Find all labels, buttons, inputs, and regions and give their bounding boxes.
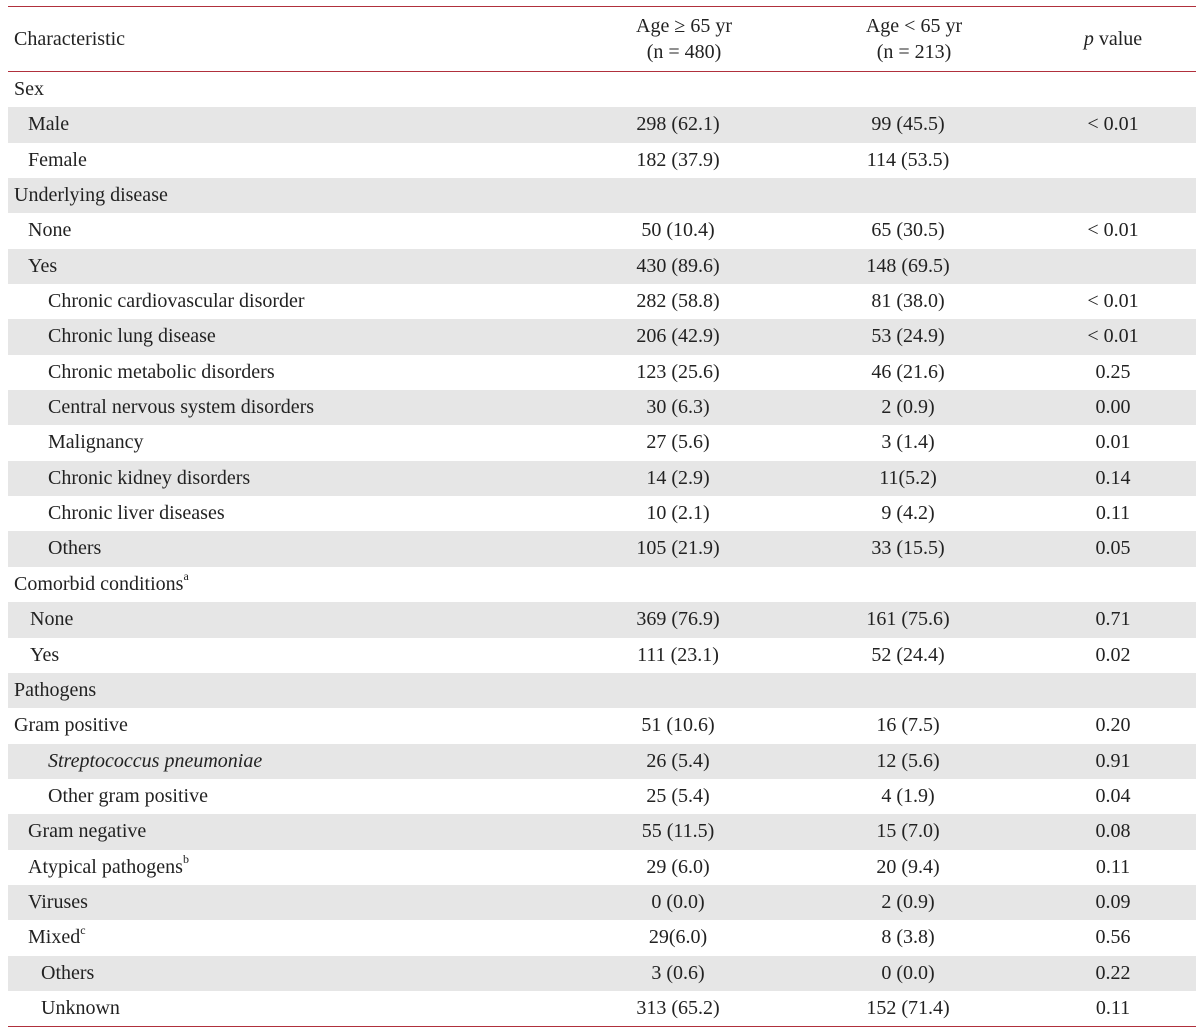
row-label: Streptococcus pneumoniae xyxy=(48,749,263,772)
cell-age-65-plus: 123 (25.6) xyxy=(636,360,720,383)
table-header xyxy=(8,7,1196,72)
cell-age-under-65: 16 (7.5) xyxy=(876,714,940,737)
cell-age-under-65: 46 (21.6) xyxy=(871,360,945,383)
row-label: Others xyxy=(48,537,102,560)
cell-age-65-plus: 206 (42.9) xyxy=(636,325,720,348)
cell-age-under-65: 2 (0.9) xyxy=(881,396,935,419)
row-label: Yes xyxy=(30,643,60,666)
cell-age-65-plus: 182 (37.9) xyxy=(636,148,720,171)
cell-age-under-65: 152 (71.4) xyxy=(866,996,950,1019)
table-row xyxy=(8,991,1196,1026)
table-row xyxy=(8,673,1196,708)
cell-p-value: 0.14 xyxy=(1095,466,1131,489)
cell-age-under-65: 0 (0.0) xyxy=(881,961,935,984)
table-row xyxy=(8,708,1196,743)
cell-age-under-65: 20 (9.4) xyxy=(876,855,940,878)
cell-p-value: 0.08 xyxy=(1095,820,1131,843)
row-label: Central nervous system disorders xyxy=(48,396,315,419)
cell-p-value: 0.02 xyxy=(1095,643,1131,666)
cell-age-under-65: 81 (38.0) xyxy=(871,290,945,313)
cell-age-65-plus: 0 (0.0) xyxy=(651,890,705,913)
table-row xyxy=(8,602,1196,637)
cell-p-value: 0.00 xyxy=(1095,396,1131,419)
cell-age-under-65: 33 (15.5) xyxy=(871,537,945,560)
cell-age-65-plus: 50 (10.4) xyxy=(641,219,715,242)
cell-age-65-plus: 14 (2.9) xyxy=(646,466,710,489)
cell-p-value: 0.11 xyxy=(1095,502,1131,525)
row-label: Sex xyxy=(14,78,44,100)
cell-p-value: 0.22 xyxy=(1095,961,1131,984)
table-row xyxy=(8,425,1196,460)
cell-age-under-65: 12 (5.6) xyxy=(876,749,940,772)
cell-age-under-65: 99 (45.5) xyxy=(871,113,945,136)
cell-age-65-plus: 10 (2.1) xyxy=(646,502,710,525)
cell-age-65-plus: 51 (10.6) xyxy=(641,714,715,737)
row-label-text: Mixed xyxy=(28,926,81,949)
table-row xyxy=(8,567,1196,602)
row-label: Chronic metabolic disorders xyxy=(48,360,275,383)
cell-age-under-65: 11(5.2) xyxy=(879,466,937,489)
table-row xyxy=(8,850,1196,885)
row-label: None xyxy=(28,219,72,242)
cell-age-under-65: 15 (7.0) xyxy=(876,820,940,843)
row-label-text: Atypical pathogens xyxy=(28,855,183,878)
table-row xyxy=(8,461,1196,496)
cell-age-65-plus: 29 (6.0) xyxy=(646,855,710,878)
table-row xyxy=(8,531,1196,566)
footnote-marker: a xyxy=(183,569,189,584)
cell-p-value: 0.09 xyxy=(1095,890,1131,913)
cell-age-65-plus: 282 (58.8) xyxy=(636,290,720,313)
table-row xyxy=(8,249,1196,284)
table-row xyxy=(8,920,1196,955)
row-label: Underlying disease xyxy=(14,184,168,207)
header-age-65-plus xyxy=(584,7,784,71)
row-label: Chronic lung disease xyxy=(48,325,216,348)
table-row xyxy=(8,213,1196,248)
cell-age-under-65: 4 (1.9) xyxy=(881,784,935,807)
characteristics-table xyxy=(8,6,1196,1027)
cell-p-value: 0.91 xyxy=(1095,749,1131,772)
cell-age-65-plus: 27 (5.6) xyxy=(646,431,710,454)
header-age-under-65-n: (n = 213) xyxy=(876,41,952,63)
cell-age-under-65: 53 (24.9) xyxy=(871,325,945,348)
header-age-65-plus-label: Age ≥ 65 yr xyxy=(636,15,732,37)
row-label: Unknown xyxy=(41,996,120,1019)
header-p-italic: p xyxy=(1083,27,1094,50)
cell-p-value: < 0.01 xyxy=(1087,290,1139,313)
cell-p-value: 0.05 xyxy=(1095,537,1131,560)
cell-age-65-plus: 298 (62.1) xyxy=(636,113,720,136)
cell-p-value: < 0.01 xyxy=(1087,113,1139,136)
table-row xyxy=(8,284,1196,319)
cell-age-65-plus: 111 (23.1) xyxy=(637,643,719,666)
cell-age-65-plus: 430 (89.6) xyxy=(636,254,720,277)
table-row xyxy=(8,107,1196,142)
row-label: Others xyxy=(41,961,95,984)
cell-age-under-65: 65 (30.5) xyxy=(871,219,945,242)
row-label: None xyxy=(30,608,74,631)
row-label: Chronic liver diseases xyxy=(48,502,225,525)
table-row xyxy=(8,390,1196,425)
row-label: Other gram positive xyxy=(48,784,208,807)
cell-p-value: < 0.01 xyxy=(1087,325,1139,348)
row-label: Chronic cardiovascular disorder xyxy=(48,290,305,313)
row-label xyxy=(14,567,189,602)
table-row xyxy=(8,779,1196,814)
cell-p-value: 0.71 xyxy=(1095,608,1131,631)
table-row xyxy=(8,885,1196,920)
cell-p-value: 0.20 xyxy=(1095,714,1131,737)
row-label xyxy=(28,920,86,955)
table-row xyxy=(8,744,1196,779)
row-label: Male xyxy=(28,113,70,136)
row-label: Gram positive xyxy=(14,714,128,737)
cell-age-under-65: 9 (4.2) xyxy=(881,502,935,525)
row-label: Female xyxy=(28,148,87,171)
table-row xyxy=(8,143,1196,178)
row-label: Malignancy xyxy=(48,431,144,454)
cell-age-under-65: 2 (0.9) xyxy=(881,890,935,913)
footnote-marker: b xyxy=(182,851,189,866)
table-row xyxy=(8,638,1196,673)
header-characteristic: Characteristic xyxy=(14,27,126,50)
cell-age-under-65: 161 (75.6) xyxy=(866,608,950,631)
cell-age-under-65: 8 (3.8) xyxy=(881,926,935,949)
header-age-under-65-label: Age < 65 yr xyxy=(865,15,963,37)
table-row xyxy=(8,178,1196,213)
cell-p-value: 0.25 xyxy=(1095,360,1131,383)
row-label: Chronic kidney disorders xyxy=(48,466,251,489)
cell-age-65-plus: 29(6.0) xyxy=(648,926,708,949)
row-label: Gram negative xyxy=(28,820,147,843)
cell-p-value: < 0.01 xyxy=(1087,219,1139,242)
cell-p-value: 0.11 xyxy=(1095,996,1131,1019)
row-label: Pathogens xyxy=(14,678,97,701)
table-row xyxy=(8,72,1196,107)
row-label: Yes xyxy=(28,254,58,277)
header-age-under-65 xyxy=(814,7,1014,71)
footnote-marker: c xyxy=(80,922,86,937)
table-row xyxy=(8,496,1196,531)
header-p-value xyxy=(1063,7,1163,71)
cell-age-65-plus: 55 (11.5) xyxy=(641,820,715,843)
cell-age-65-plus: 26 (5.4) xyxy=(646,749,710,772)
row-label xyxy=(28,850,189,885)
row-label-text: Comorbid conditions xyxy=(14,572,184,595)
header-p-rest: value xyxy=(1093,27,1143,50)
row-label: Viruses xyxy=(28,890,88,913)
cell-p-value: 0.04 xyxy=(1095,784,1131,807)
cell-age-65-plus: 313 (65.2) xyxy=(636,996,720,1019)
cell-age-65-plus: 30 (6.3) xyxy=(646,396,710,419)
cell-age-65-plus: 105 (21.9) xyxy=(636,537,720,560)
table-row xyxy=(8,814,1196,849)
cell-age-65-plus: 369 (76.9) xyxy=(636,608,720,631)
cell-age-under-65: 114 (53.5) xyxy=(866,148,950,171)
cell-age-65-plus: 3 (0.6) xyxy=(651,961,705,984)
cell-p-value: 0.56 xyxy=(1095,926,1131,949)
cell-age-65-plus: 25 (5.4) xyxy=(646,784,710,807)
table-row xyxy=(8,319,1196,354)
table-row xyxy=(8,956,1196,991)
cell-p-value: 0.11 xyxy=(1095,855,1131,878)
header-age-65-plus-n: (n = 480) xyxy=(646,41,722,63)
cell-age-under-65: 3 (1.4) xyxy=(881,431,935,454)
table-row xyxy=(8,355,1196,390)
cell-p-value: 0.01 xyxy=(1095,431,1131,454)
cell-age-under-65: 52 (24.4) xyxy=(871,643,945,666)
cell-age-under-65: 148 (69.5) xyxy=(866,254,950,277)
